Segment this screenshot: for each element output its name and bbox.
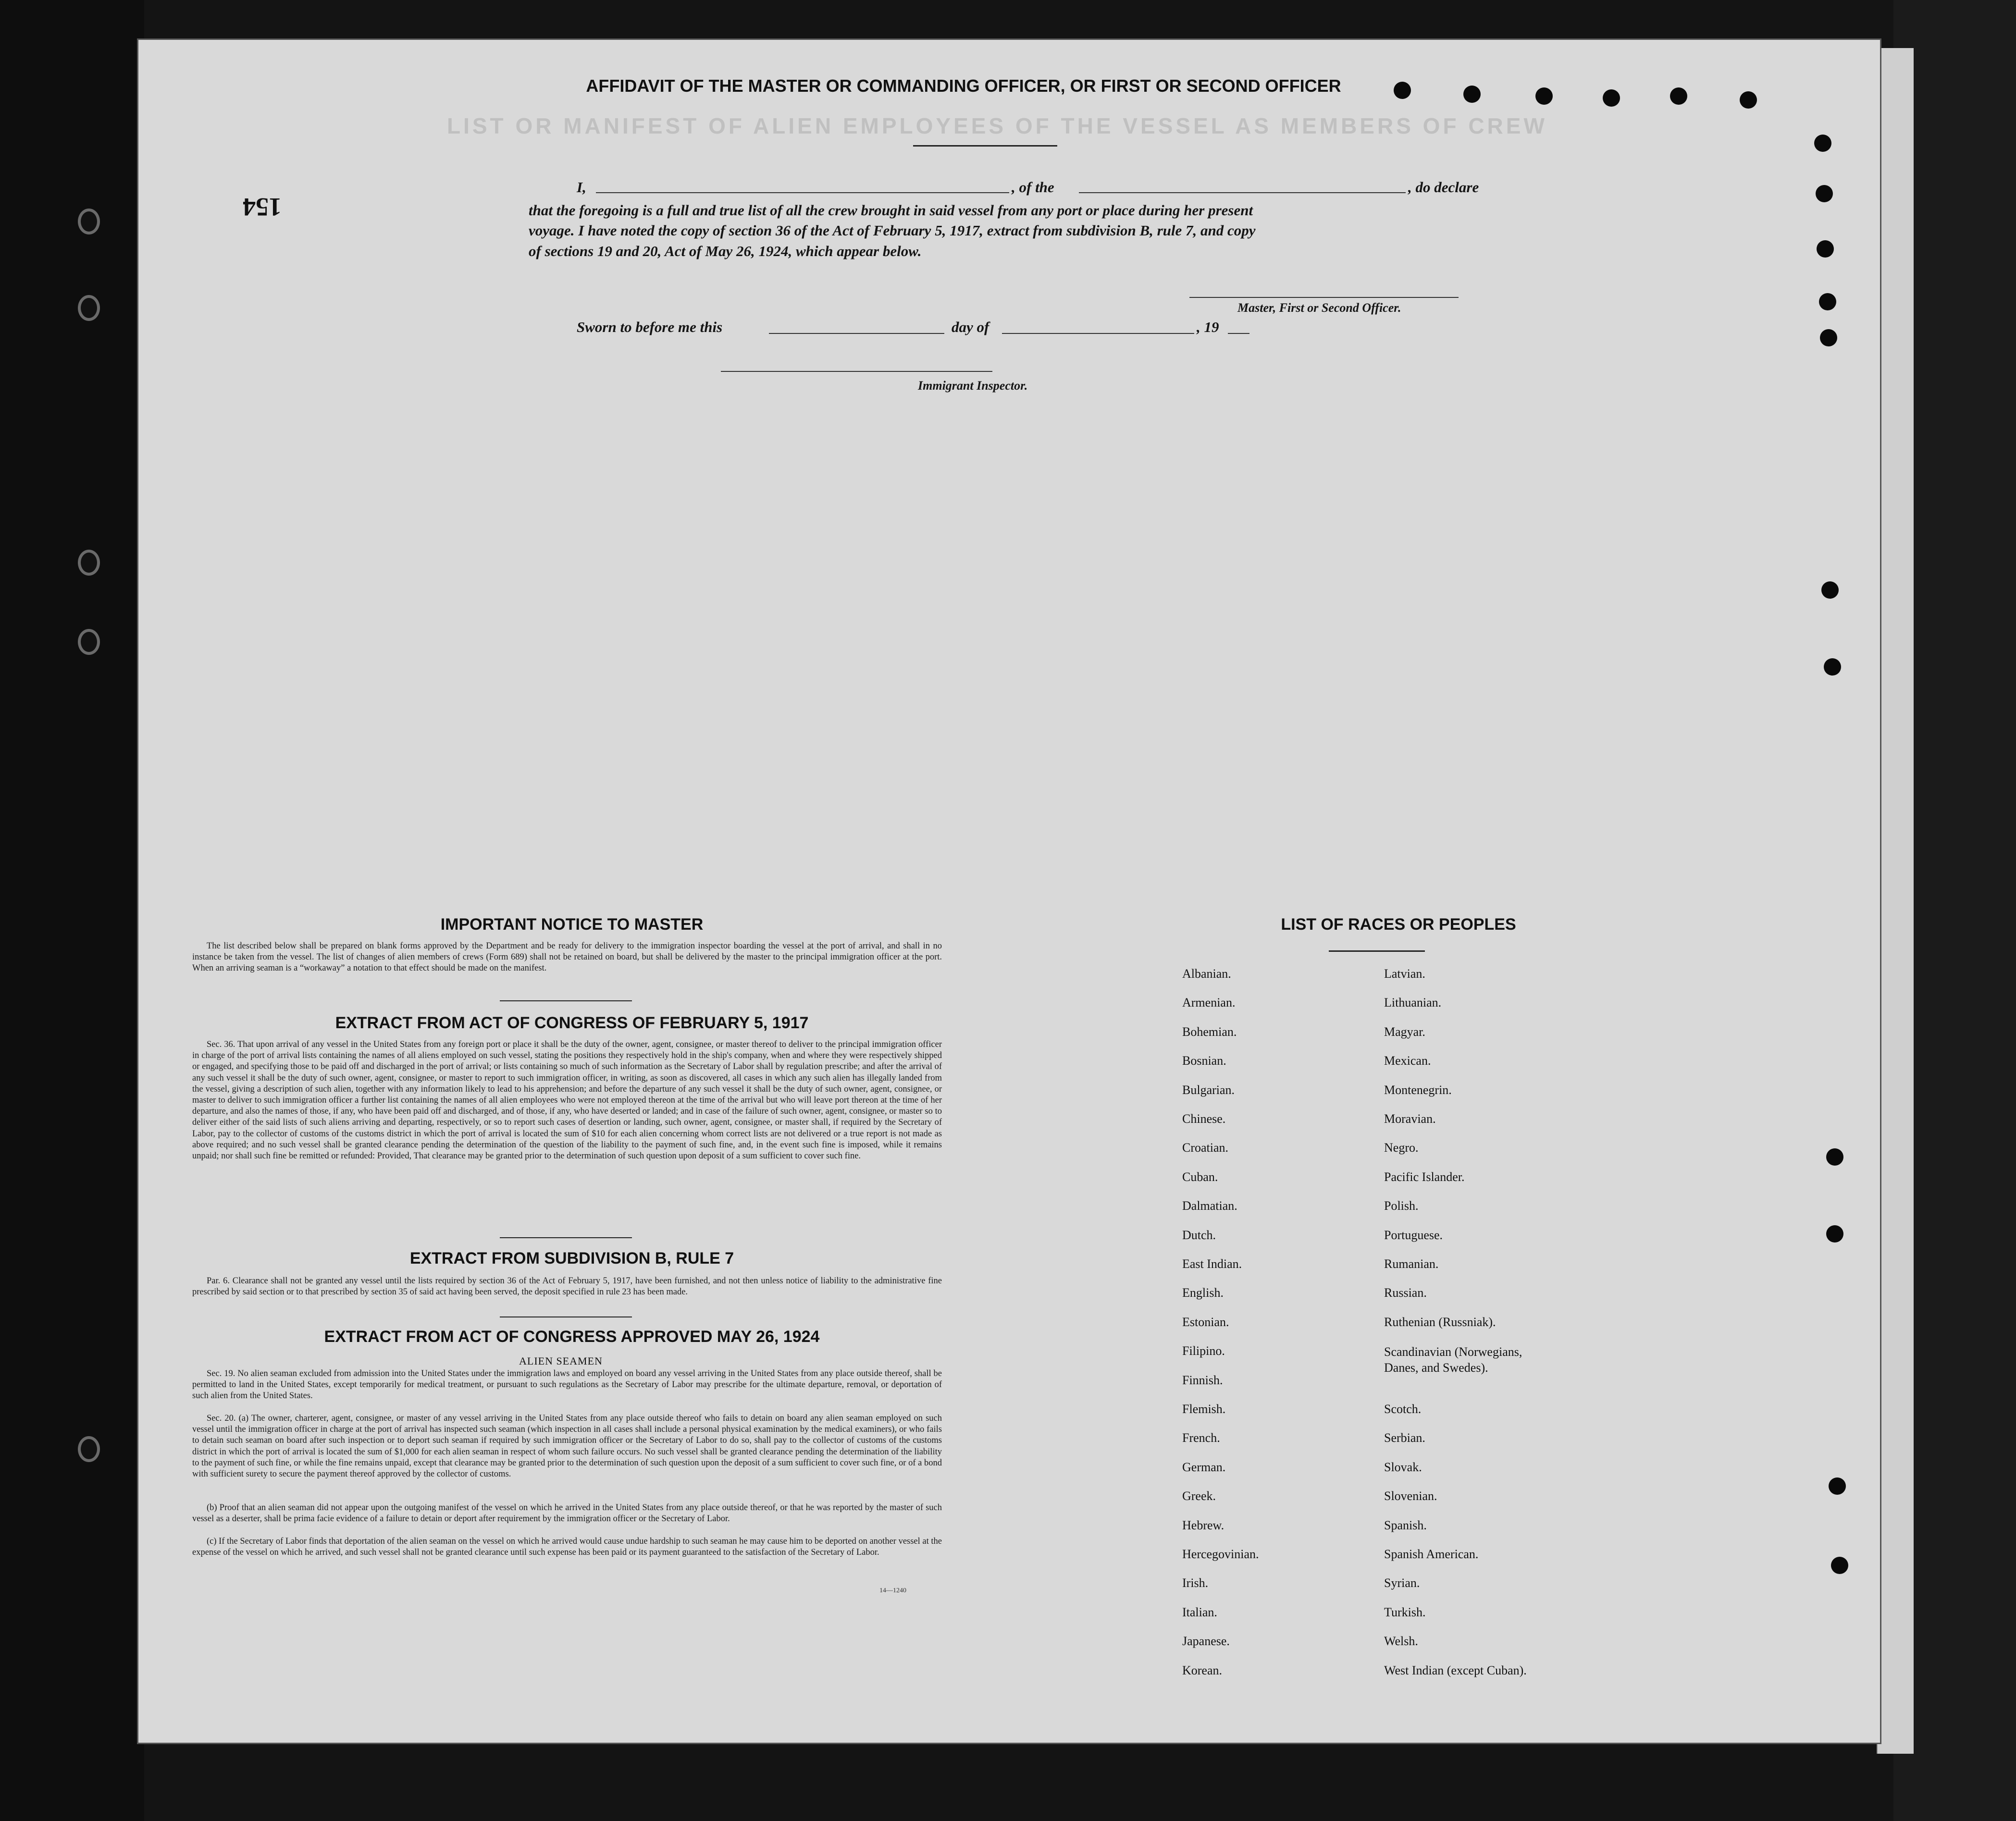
- binder-hole: [81, 211, 97, 232]
- punch-hole: [1821, 581, 1839, 599]
- document-page: [137, 38, 1881, 1744]
- affidavit-title: AFFIDAVIT OF THE MASTER OR COMMANDING OFFICER, OR FIRST OR SECOND OFFICER: [586, 76, 1341, 96]
- race-item: Croatian.: [1182, 1141, 1229, 1155]
- binder-hole: [81, 553, 97, 573]
- sworn-year-line: [1228, 333, 1249, 334]
- race-item: Montenegrin.: [1384, 1083, 1452, 1097]
- race-item: Mexican.: [1384, 1054, 1431, 1068]
- race-item: Bulgarian.: [1182, 1083, 1235, 1097]
- vessel-field-line: [1079, 192, 1406, 193]
- sworn-day-line: [769, 333, 944, 334]
- extract-1917-body: Sec. 36. That upon arrival of any vessel in the United States from any foreign port or place it shall be the duty of the owner, agent, consignee, or master thereof to deliver to the principal immigration officer in charge of the port of arrival lists containing the names of all aliens employed on such vessel, stating the positions they respectively hold in the ship's company, when and where they were respectively shipped or engaged, and specifying those to be paid off and discharged in the port of arrival; or lists containing so much of such information as the Secretary of Labor shall by regulation prescribe; and after the arrival of any such vessel it shall be the duty of such owner, agent, consignee, or master to report to such immigration officer, in writing, as soon as discovered, all cases in which any such alien has illegally landed from the vessel, giving a description of such alien, together with any information likely to lead to his apprehension; and before the departure of any such vessel it shall be the duty of such owner, agent, consignee, or master to deliver to such immigration officer a further list containing the names of all alien employees who were not employed thereon at the time of the arrival but who will leave port thereon at the time of her departure, and also the names of those, if any, who have been paid off and discharged, and of those, if any, who have deserted or landed; and in case of the failure of such owner, agent, consignee, or master so to deliver either of the said lists of such aliens arriving and departing, respectively, or so to report such cases of desertion or landing, such owner, agent, consignee, or master shall, if required by the Secretary of Labor, pay to the collector of customs of the customs district in which the port of arrival is located the sum of $10 for each alien concerning whom correct lists are not delivered or a true report is not made as above required; and no such vessel shall be granted clearance pending the determination of the question of the liability to the payment of such fine, and, in the event such fine is imposed, while it remains unpaid; nor shall such fine be remitted or refunded: Provided, That clearance may be granted prior to the determination of such question upon deposit of a sum sufficient to cover such fine.: [192, 1040, 942, 1161]
- race-item: Polish.: [1384, 1199, 1419, 1213]
- race-item: French.: [1182, 1431, 1220, 1445]
- sec-19-text: Sec. 19. No alien seaman excluded from admission into the United States under the immigration laws and employed on board any vessel arriving in the United States from any place outside thereof, shall be permitted to land in the United States, except temporarily for medical treatment, or pursuant to such regulations as the Secretary of Labor may prescribe for the ultimate departure, removal, or deportation of such alien from the United States.: [192, 1369, 942, 1401]
- punch-hole: [1819, 293, 1836, 310]
- notice-body: The list described below shall be prepared on blank forms approved by the Department and be ready for delivery to the immigration inspector boarding the vessel at the port of arrival, and shall in no instance be taken from the vessel. The list of changes of alien members of crews (Form 689) shall not be retained on board, but shall be delivered by the master to the principal immigration officer at the port. When an arriving seaman is a “workaway” a notation to that effect should be made on the manifest.: [192, 941, 942, 973]
- race-item: Ruthenian (Russniak).: [1384, 1315, 1496, 1329]
- punch-hole: [1826, 1225, 1843, 1243]
- race-item: Serbian.: [1384, 1431, 1425, 1445]
- punch-hole: [1603, 89, 1620, 107]
- race-item: Turkish.: [1384, 1605, 1426, 1619]
- bleed-through-text: LIST OR MANIFEST OF ALIEN EMPLOYEES OF THE VESSEL AS MEMBERS OF CREW: [447, 113, 1547, 138]
- race-item: Filipino.: [1182, 1344, 1225, 1358]
- race-item: German.: [1182, 1460, 1226, 1474]
- punch-hole: [1463, 86, 1481, 103]
- race-item: Korean.: [1182, 1663, 1223, 1677]
- extract-1917-divider: [500, 1237, 632, 1238]
- binder-hole: [81, 632, 97, 652]
- race-item: Bosnian.: [1182, 1054, 1226, 1068]
- film-border-left: [0, 0, 144, 1821]
- race-item: Greek.: [1182, 1489, 1216, 1503]
- declare-of-the: , of the: [1012, 179, 1054, 196]
- punch-hole: [1740, 91, 1757, 109]
- race-item: Latvian.: [1384, 967, 1425, 981]
- extract-rule7-body: Par. 6. Clearance shall not be granted any vessel until the lists required by section 36 of the Act of February 5, 1917, have been furnished, and not then unless notice of liability to the administrative fine prescribed by said section or to that prescribed by section 35 of said act having been served, the deposit specified in rule 23 has been made.: [192, 1276, 942, 1297]
- punch-hole: [1831, 1557, 1848, 1574]
- race-item: Flemish.: [1182, 1402, 1226, 1416]
- notice-title: IMPORTANT NOTICE TO MASTER: [440, 915, 704, 934]
- binder-hole: [81, 1439, 97, 1459]
- race-item: Slovak.: [1384, 1460, 1422, 1474]
- race-item: Bohemian.: [1182, 1024, 1237, 1039]
- sec-20a-text: Sec. 20. (a) The owner, charterer, agent, consignee, or master of any vessel arriving in the United States from any place outside thereof who fails to detain on board any alien seaman employed on such vessel until the immigration officer in charge at the port of arrival has inspected such seaman (which inspection in all cases shall include a personal physical examination by the medical examiners), or who fails to detain such seaman on board after such inspection or to deport such seaman if required by such immigration officer or the Secretary of Labor to do so, shall pay to the collector of customs of the customs district in which the port of arrival is located the sum of $1,000 for each alien seaman in respect of whom such failure occurs. No such vessel shall be granted clearance pending the determination of the liability to the payment of such fine, or while the fine remains unpaid, except that clearance may be granted prior to the determination of such question upon the deposit of a sum sufficient to cover such fine, or of a bond with sufficient surety to secure the payment thereof approved by the collector of customs.: [192, 1414, 942, 1479]
- race-item: Syrian.: [1384, 1576, 1420, 1590]
- race-item: Scandinavian (Norwegians, Danes, and Swedes).: [1384, 1345, 1522, 1375]
- punch-hole: [1824, 658, 1841, 676]
- race-item: Russian.: [1384, 1286, 1427, 1300]
- race-item: Finnish.: [1182, 1373, 1223, 1387]
- sheet-number: 154: [243, 193, 282, 221]
- race-item: Japanese.: [1182, 1634, 1230, 1649]
- binder-hole: [81, 298, 97, 318]
- inspector-signature-line: [721, 371, 992, 372]
- race-item: Chinese.: [1182, 1112, 1226, 1126]
- punch-hole: [1820, 329, 1837, 346]
- notice-divider: [500, 1000, 632, 1001]
- race-item: Estonian.: [1182, 1315, 1229, 1329]
- title-divider: [913, 145, 1057, 147]
- sworn-month-line: [1002, 333, 1194, 334]
- extract-1924-title: EXTRACT FROM ACT OF CONGRESS APPROVED MAY 26, 1924: [324, 1328, 820, 1346]
- race-item: Rumanian.: [1384, 1257, 1439, 1271]
- punch-hole: [1829, 1477, 1846, 1495]
- race-item: Welsh.: [1384, 1634, 1418, 1649]
- race-item: East Indian.: [1182, 1257, 1242, 1271]
- race-item: Moravian.: [1384, 1112, 1436, 1126]
- year-prefix: , 19: [1197, 319, 1219, 335]
- races-title: LIST OF RACES OR PEOPLES: [1281, 915, 1516, 934]
- race-item: Spanish.: [1384, 1518, 1427, 1532]
- race-item: West Indian (except Cuban).: [1384, 1663, 1527, 1677]
- day-of: day of: [952, 319, 989, 335]
- declaration-line-1: that the foregoing is a full and true list of all the crew brought in said vessel from any port or place during her present: [529, 202, 1253, 219]
- punch-hole: [1670, 87, 1687, 105]
- race-item: Hebrew.: [1182, 1518, 1224, 1532]
- race-item: Lithuanian.: [1384, 996, 1442, 1010]
- punch-hole: [1817, 240, 1834, 258]
- underlying-page-edge: [1877, 48, 1914, 1754]
- inspector-label: Immigrant Inspector.: [918, 379, 1028, 393]
- race-item: Pacific Islander.: [1384, 1169, 1465, 1184]
- punch-hole: [1826, 1148, 1843, 1166]
- race-item: Italian.: [1182, 1605, 1217, 1619]
- race-item: Irish.: [1182, 1576, 1209, 1590]
- form-number: 14—1240: [879, 1587, 906, 1594]
- punch-hole: [1816, 185, 1833, 202]
- declare-i: I,: [577, 179, 586, 196]
- name-field-line: [596, 192, 1009, 193]
- race-item: Dalmatian.: [1182, 1199, 1237, 1213]
- declare-do-declare: , do declare: [1408, 179, 1479, 196]
- race-item: Scotch.: [1384, 1402, 1422, 1416]
- race-item: Spanish American.: [1384, 1547, 1479, 1561]
- race-item: Portuguese.: [1384, 1228, 1443, 1242]
- race-item: English.: [1182, 1286, 1224, 1300]
- alien-seamen-subtitle: ALIEN SEAMEN: [519, 1355, 603, 1367]
- sec-20b-text: (b) Proof that an alien seaman did not appear upon the outgoing manifest of the vessel on which he arrived in the United States from any place outside thereof, or that he was reported by the master of such vessel as a deserter, shall be prima facie evidence of a failure to detain or deport after requirement by the immigration officer or the Secretary of Labor.: [192, 1503, 942, 1524]
- race-item: Cuban.: [1182, 1169, 1218, 1184]
- race-item: Hercegovinian.: [1182, 1547, 1259, 1561]
- race-item: Albanian.: [1182, 967, 1231, 981]
- declaration-line-2: voyage. I have noted the copy of section 36 of the Act of February 5, 1917, extract from subdivision B, rule 7, and copy: [529, 222, 1256, 239]
- race-item: Negro.: [1384, 1141, 1419, 1155]
- race-item: Magyar.: [1384, 1024, 1425, 1039]
- race-item: Slovenian.: [1384, 1489, 1437, 1503]
- race-item: Dutch.: [1182, 1228, 1216, 1242]
- declaration-line-3: of sections 19 and 20, Act of May 26, 1924, which appear below.: [529, 243, 922, 259]
- race-item: Armenian.: [1182, 996, 1236, 1010]
- punch-hole: [1814, 135, 1831, 152]
- extract-1917-title: EXTRACT FROM ACT OF CONGRESS OF FEBRUARY 5, 1917: [335, 1014, 809, 1032]
- master-signature-line: [1189, 297, 1459, 298]
- races-divider: [1329, 950, 1425, 952]
- master-label: Master, First or Second Officer.: [1237, 301, 1401, 315]
- extract-rule7-title: EXTRACT FROM SUBDIVISION B, RULE 7: [409, 1249, 734, 1267]
- punch-hole: [1535, 87, 1553, 105]
- sec-20c-text: (c) If the Secretary of Labor finds that deportation of the alien seaman on the vessel on which he arrived would cause undue hardship to such seaman he may cause him to be deported on another vessel at the expense of the vessel on which he arrived, and such vessel shall not be granted clearance until such expense has been paid or its payment guaranteed to the satisfaction of the Secretary of Labor.: [192, 1537, 942, 1558]
- sworn-before: Sworn to before me this: [577, 319, 723, 335]
